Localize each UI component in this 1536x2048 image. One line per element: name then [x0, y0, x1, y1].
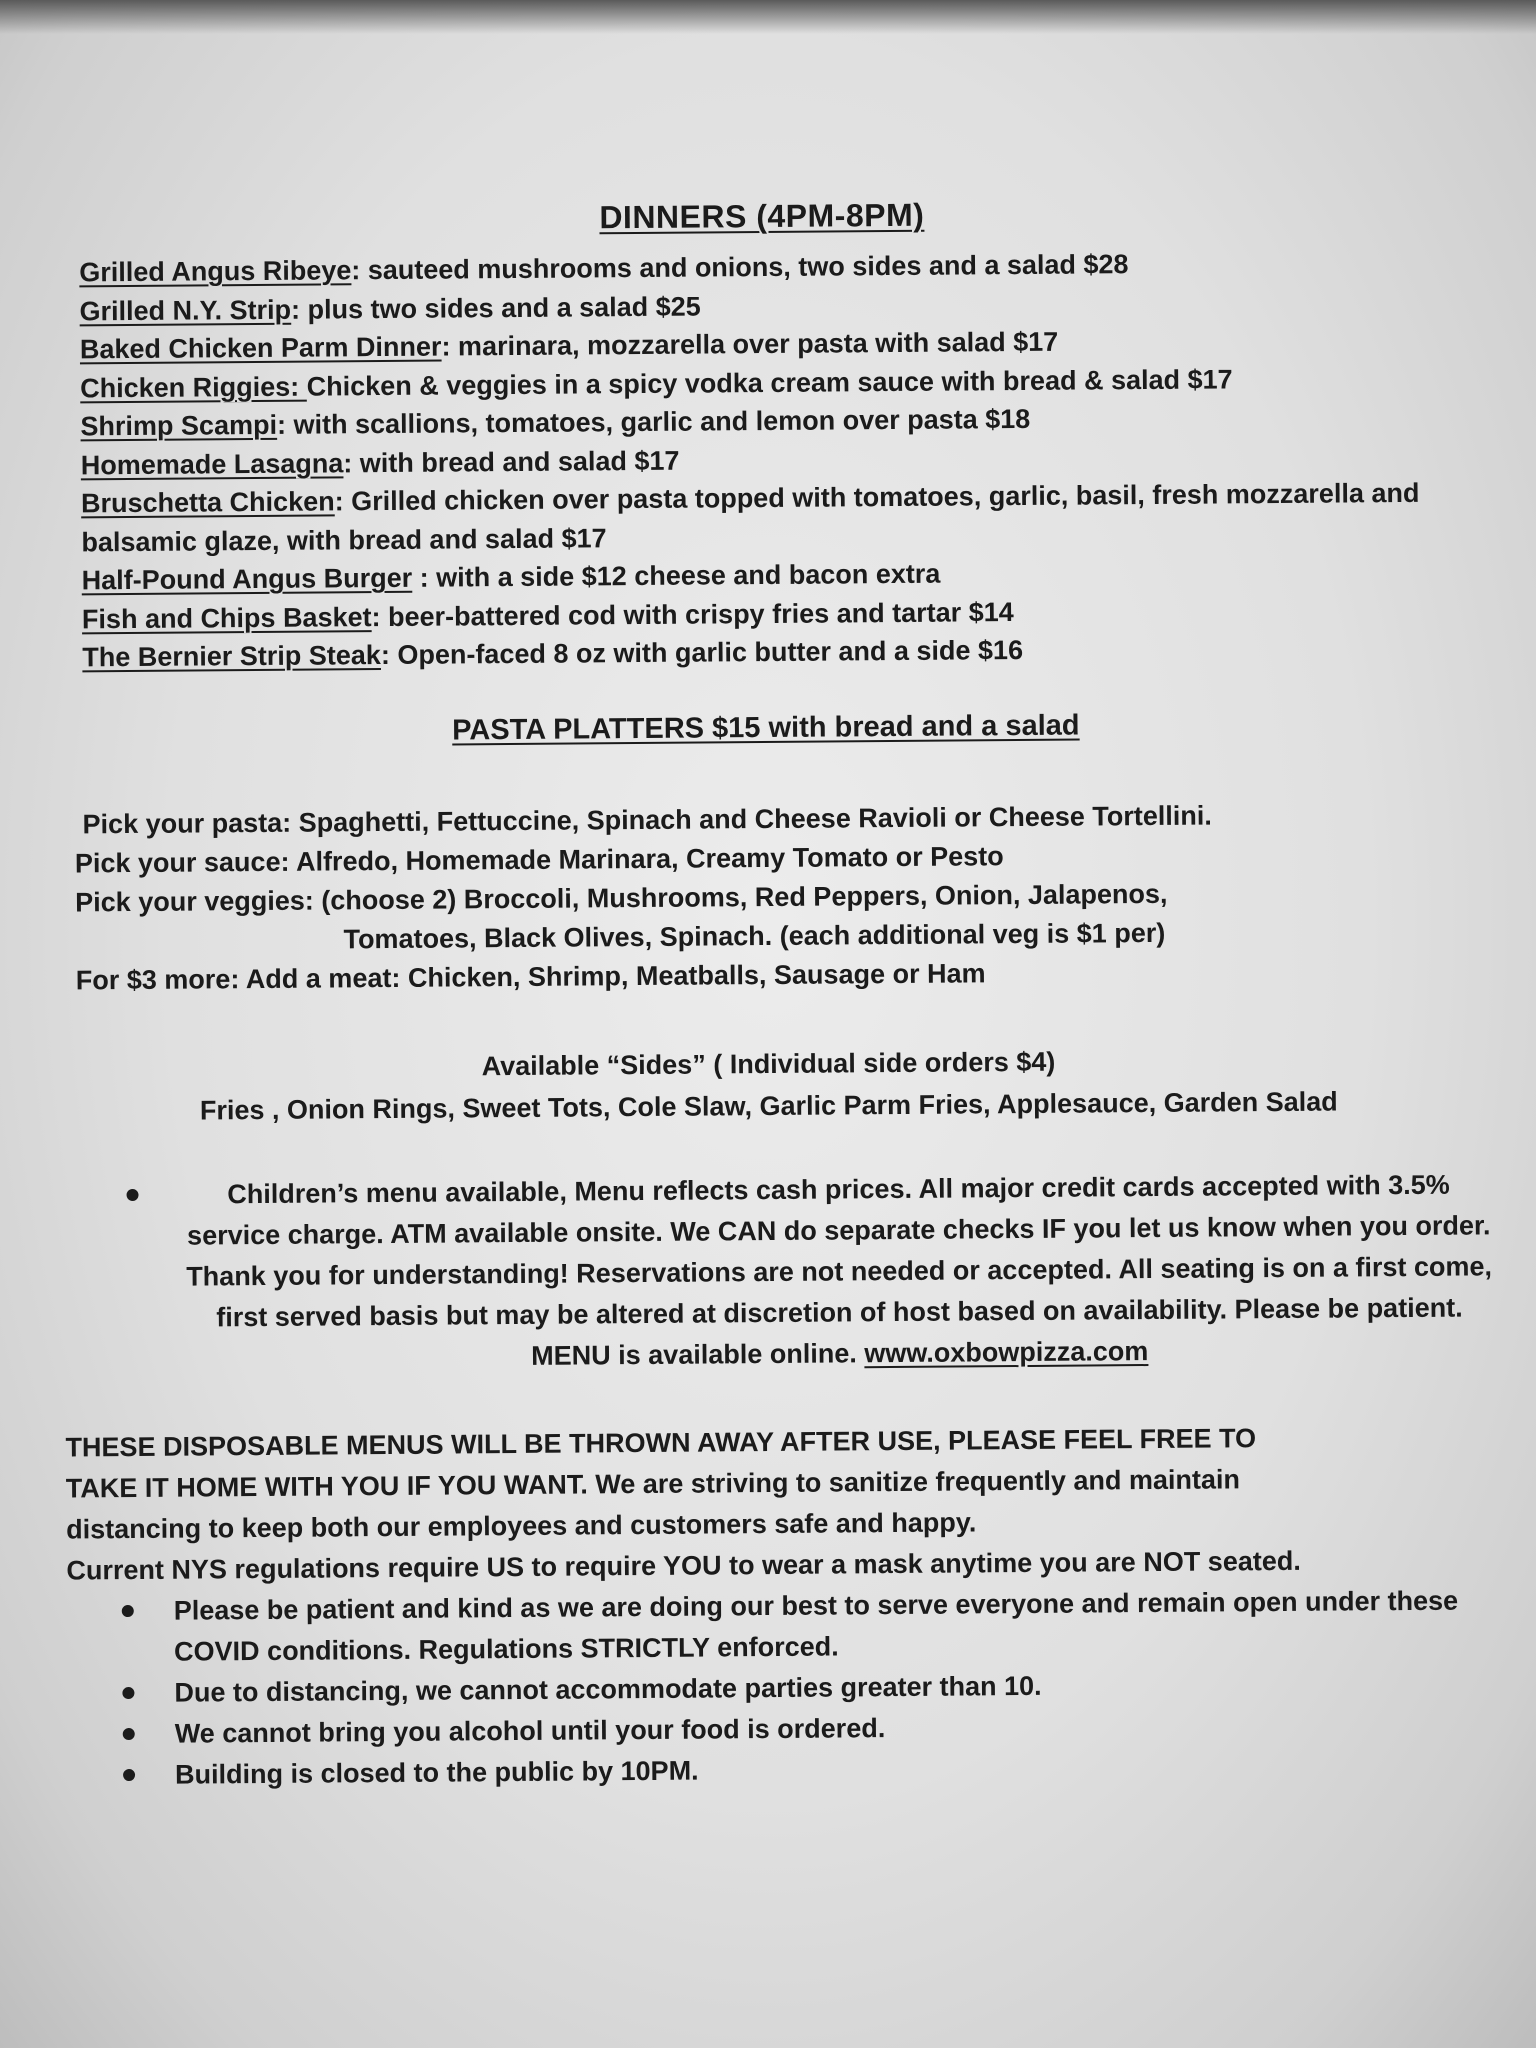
dinner-desc: : Grilled chicken over pasta topped with tomatoes, garlic, basil, fresh mozzarella and balsamic glaze, with bread and salad $17 [81, 477, 1420, 557]
top-edge-shadow [0, 0, 1536, 34]
notice-line: THESE DISPOSABLE MENUS WILL BE THROWN AWAY AFTER USE, PLEASE FEEL FREE TO [65, 1423, 1257, 1463]
dinner-name: The Bernier Strip Steak [82, 640, 382, 673]
dinner-name: Shrimp Scampi [80, 409, 278, 442]
notice-line: TAKE IT HOME WITH YOU IF YOU WANT. We are striving to sanitize frequently and maintain [65, 1464, 1241, 1504]
pick-veggies-line: Pick your veggies: (choose 2) Broccoli, Mushrooms, Red Peppers, Onion, Jalapenos, [75, 878, 1168, 918]
dinner-name: Homemade Lasagna [80, 447, 344, 480]
dinners-heading: DINNERS (4PM-8PM) [599, 196, 925, 236]
sides-section [0, 1037, 1536, 1133]
pasta-platters-heading: PASTA PLATTERS $15 with bread and a salad [452, 709, 1080, 747]
dinner-name: Bruschetta Chicken [80, 486, 335, 519]
rule-text: We cannot bring you alcohol until your food is ordered. [174, 1713, 886, 1749]
rule-item [122, 1580, 1488, 1673]
bullet-icon [122, 1687, 134, 1699]
pick-pasta-line: Pick your pasta: Spaghetti, Fettuccine, Spinach and Cheese Ravioli or Cheese Tortellini. [82, 800, 1212, 840]
sides-list: Fries , Onion Rings, Sweet Tots, Cole Slaw, Garlic Parm Fries, Applesauce, Garden Salad [199, 1086, 1338, 1126]
dinner-desc: : marinara, mozzarella over pasta with salad $17 [441, 326, 1059, 362]
website-link[interactable]: www.oxbowpizza.com [864, 1336, 1149, 1369]
dinner-name: Grilled N.Y. Strip [79, 294, 292, 326]
dinner-desc: : with scallions, tomatoes, garlic and lemon over pasta $18 [276, 403, 1031, 440]
info-text [178, 1164, 1500, 1379]
info-body: Children’s menu available, Menu reflects cash prices. All major credit cards accepted with 3.5% service charge. ATM available onsite. We CAN do separate checks IF you let us know when you order. Thank you for understanding! Reservations are not needed or accepted. All seating is on a first come, first served basis but may be altered at discretion of host based on availability. Please be patient. MENU is available online. [186, 1169, 1493, 1371]
dinner-desc: : with a side $12 cheese and bacon extra [412, 558, 941, 593]
dinner-desc: : Open-faced 8 oz with garlic butter and a side $16 [380, 634, 1024, 671]
dinner-item [81, 474, 1462, 562]
pasta-options [74, 794, 1495, 1000]
bullet-item [126, 1164, 1508, 1380]
dinner-name: Grilled Angus Ribeye [79, 255, 352, 288]
bullet-icon [122, 1605, 134, 1617]
dinner-name: Half-Pound Angus Burger [81, 562, 413, 596]
rule-text: Building is closed to the public by 10PM. [174, 1755, 699, 1790]
bullet-icon [123, 1728, 135, 1740]
rules-list [122, 1580, 1489, 1796]
notice-line: distancing to keep both our employees and customers safe and happy. [66, 1507, 977, 1545]
dinner-desc: : beer-battered cod with crispy fries and tartar $14 [371, 596, 1014, 632]
dinner-name: Chicken Riggies: [80, 371, 307, 403]
dinner-desc: : sauteed mushrooms and onions, two sides and a salad $28 [351, 249, 1129, 286]
rule-text: Please be patient and kind as we are doing our best to serve everyone and remain open under these COVID conditions. Regulations STRICTLY enforced. [173, 1585, 1459, 1667]
dinner-name: Baked Chicken Parm Dinner [79, 331, 442, 365]
bullet-icon [123, 1769, 135, 1781]
dinner-list [79, 243, 1462, 677]
rule-text: Due to distancing, we cannot accommodate parties greater than 10. [174, 1670, 1042, 1708]
pick-sauce-line: Pick your sauce: Alfredo, Homemade Marinara, Creamy Tomato or Pesto [74, 841, 1004, 879]
sides-heading: Available “Sides” ( Individual side orders $4) [481, 1046, 1056, 1082]
covid-notice [65, 1416, 1488, 1796]
dinner-desc: Chicken & veggies in a spicy vodka cream sauce with bread & salad $17 [306, 363, 1233, 402]
bullet-icon [126, 1189, 138, 1201]
info-bullet [126, 1164, 1508, 1380]
dinner-name: Fish and Chips Basket [81, 601, 372, 634]
notice-line: Current NYS regulations require US to require YOU to wear a mask anytime you are NOT seated. [66, 1545, 1301, 1586]
add-meat-line: For $3 more: Add a meat: Chicken, Shrimp, Meatballs, Sausage or Ham [75, 958, 986, 996]
dinner-desc: : plus two sides and a salad $25 [290, 291, 701, 325]
pick-veggies-continued: Tomatoes, Black Olives, Spinach. (each additional veg is $1 per) [343, 917, 1166, 955]
dinner-desc: : with bread and salad $17 [343, 445, 680, 478]
